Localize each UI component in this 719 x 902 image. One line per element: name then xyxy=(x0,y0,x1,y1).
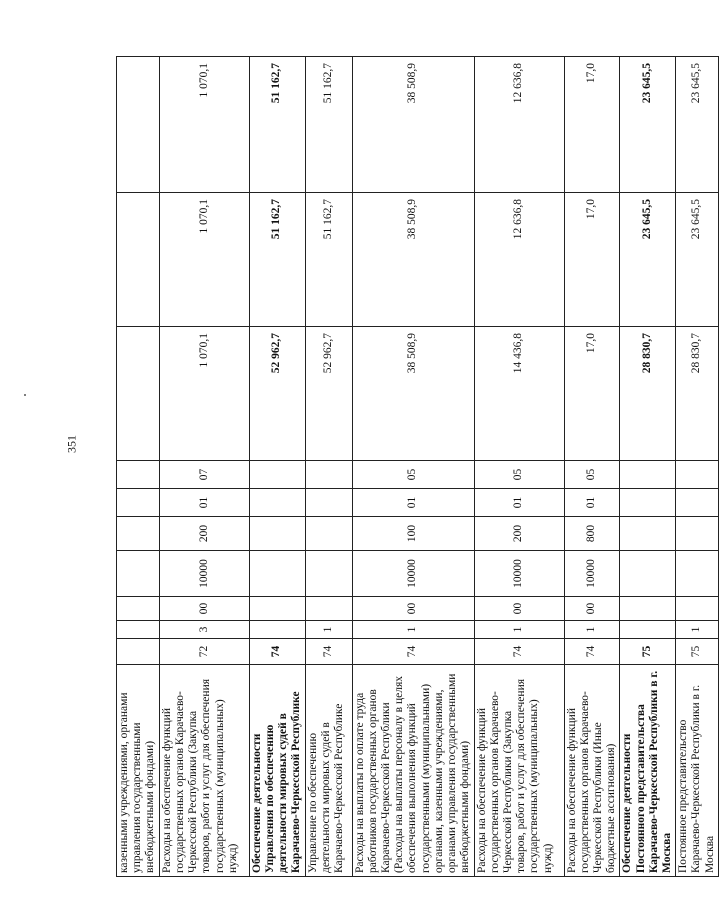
code-cell: 75 xyxy=(620,639,676,665)
code-cell xyxy=(249,489,305,517)
code-cell: 05 xyxy=(352,461,474,489)
code-cell: 74 xyxy=(249,639,305,665)
code-cell: 200 xyxy=(159,517,249,551)
amount-cell: 17,0 xyxy=(564,57,620,193)
amount-cell: 17,0 xyxy=(564,327,620,461)
code-cell xyxy=(117,551,160,597)
code-cell xyxy=(117,517,160,551)
code-cell xyxy=(620,621,676,639)
code-cell: 72 xyxy=(159,639,249,665)
code-cell: 1 xyxy=(474,621,564,639)
amount-cell xyxy=(117,57,160,193)
amount-cell: 23 645,5 xyxy=(620,57,676,193)
amount-cell: 1 070,1 xyxy=(159,57,249,193)
code-cell: 10000 xyxy=(352,551,474,597)
amount-cell: 23 645,5 xyxy=(676,57,719,193)
amount-cell: 14 436,8 xyxy=(474,327,564,461)
code-cell xyxy=(117,639,160,665)
code-cell xyxy=(305,597,352,621)
amount-cell: 38 508,9 xyxy=(352,57,474,193)
amount-cell xyxy=(117,327,160,461)
code-cell xyxy=(117,461,160,489)
row-name-cell: казенными учреждениями, органами управления государственными внебюджетными фондами) xyxy=(117,665,160,877)
table-row xyxy=(305,57,352,877)
table-row xyxy=(676,57,719,877)
amount-cell: 38 508,9 xyxy=(352,193,474,327)
rotated-budget-table xyxy=(116,57,716,877)
row-name-cell: Обеспечение деятельности Постоянного представительства Карачаево-Черкесской Республики в г. Москва xyxy=(620,665,676,877)
code-cell: 800 xyxy=(564,517,620,551)
code-cell: 74 xyxy=(564,639,620,665)
code-cell xyxy=(676,551,719,597)
amount-cell: 17,0 xyxy=(564,193,620,327)
code-cell xyxy=(620,597,676,621)
code-cell: 10000 xyxy=(474,551,564,597)
amount-cell: 23 645,5 xyxy=(676,193,719,327)
code-cell: 01 xyxy=(159,489,249,517)
code-cell: 75 xyxy=(676,639,719,665)
row-name-cell: Расходы на обеспечение функций государственных органов Карачаево-Черкесской Республики (Закупка товаров, работ и услуг для обеспечения государственных (муниципальных) нужд) xyxy=(474,665,564,877)
amount-cell: 51 162,7 xyxy=(249,57,305,193)
row-name-cell: Обеспечение деятельности Управления по обеспечению деятельности мировых судей в Карачаево-Черкесской Республике xyxy=(249,665,305,877)
code-cell xyxy=(620,517,676,551)
code-cell: 1 xyxy=(564,621,620,639)
amount-cell: 28 830,7 xyxy=(620,327,676,461)
code-cell xyxy=(305,489,352,517)
code-cell: 3 xyxy=(159,621,249,639)
amount-cell: 51 162,7 xyxy=(249,193,305,327)
budget-table xyxy=(116,56,719,877)
code-cell xyxy=(620,489,676,517)
amount-cell xyxy=(117,193,160,327)
code-cell: 10000 xyxy=(159,551,249,597)
code-cell: 1 xyxy=(352,621,474,639)
code-cell xyxy=(305,461,352,489)
code-cell: 00 xyxy=(352,597,474,621)
code-cell: 74 xyxy=(305,639,352,665)
code-cell xyxy=(620,551,676,597)
table-row xyxy=(249,57,305,877)
code-cell xyxy=(676,489,719,517)
code-cell: 07 xyxy=(159,461,249,489)
amount-cell: 51 162,7 xyxy=(305,57,352,193)
code-cell xyxy=(249,621,305,639)
code-cell xyxy=(117,597,160,621)
table-row xyxy=(117,57,160,877)
code-cell xyxy=(117,621,160,639)
amount-cell: 38 508,9 xyxy=(352,327,474,461)
code-cell: 74 xyxy=(352,639,474,665)
code-cell: 74 xyxy=(474,639,564,665)
amount-cell: 1 070,1 xyxy=(159,327,249,461)
code-cell xyxy=(249,597,305,621)
code-cell: 01 xyxy=(564,489,620,517)
code-cell xyxy=(676,517,719,551)
code-cell: 00 xyxy=(159,597,249,621)
table-row xyxy=(620,57,676,877)
table-row xyxy=(564,57,620,877)
code-cell: 05 xyxy=(564,461,620,489)
table-row xyxy=(352,57,474,877)
code-cell xyxy=(305,551,352,597)
amount-cell: 52 962,7 xyxy=(249,327,305,461)
row-name-cell: Постоянное представительство Карачаево-Черкесской Республики в г. Москва xyxy=(676,665,719,877)
amount-cell: 1 070,1 xyxy=(159,193,249,327)
scan-speck xyxy=(24,394,26,396)
code-cell: 100 xyxy=(352,517,474,551)
code-cell xyxy=(305,517,352,551)
code-cell xyxy=(249,551,305,597)
amount-cell: 12 636,8 xyxy=(474,57,564,193)
code-cell: 200 xyxy=(474,517,564,551)
code-cell: 1 xyxy=(676,621,719,639)
row-name-cell: Расходы на обеспечение функций государственных органов Карачаево-Черкесской Республики (Закупка товаров, работ и услуг для обеспечения государственных (муниципальных) нужд) xyxy=(159,665,249,877)
table-row xyxy=(159,57,249,877)
row-name-cell: Управление по обеспечению деятельности мировых судей в Карачаево-Черкесской Республике xyxy=(305,665,352,877)
code-cell: 10000 xyxy=(564,551,620,597)
table-row xyxy=(474,57,564,877)
page-number: 351 xyxy=(64,435,79,453)
amount-cell: 52 962,7 xyxy=(305,327,352,461)
code-cell xyxy=(117,489,160,517)
code-cell: 00 xyxy=(564,597,620,621)
code-cell xyxy=(620,461,676,489)
amount-cell: 23 645,5 xyxy=(620,193,676,327)
amount-cell: 51 162,7 xyxy=(305,193,352,327)
row-name-cell: Расходы на обеспечение функций государственных органов Карачаево-Черкесской Республики (Иные бюджетные ассигнования) xyxy=(564,665,620,877)
code-cell: 05 xyxy=(474,461,564,489)
code-cell xyxy=(249,461,305,489)
code-cell xyxy=(676,461,719,489)
row-name-cell: Расходы на выплаты по оплате труда работников государственных органов Карачаево-Черкесской Республики (Расходы на выплаты персоналу в целях обеспечения выполнения функций государственными (муниципальными) органами, казенными учреждениями, органами управления государственными внебюджетными фондами) xyxy=(352,665,474,877)
code-cell xyxy=(249,517,305,551)
code-cell: 00 xyxy=(474,597,564,621)
code-cell: 01 xyxy=(352,489,474,517)
code-cell xyxy=(676,597,719,621)
code-cell: 01 xyxy=(474,489,564,517)
table-body xyxy=(117,57,719,877)
amount-cell: 28 830,7 xyxy=(676,327,719,461)
code-cell: 1 xyxy=(305,621,352,639)
amount-cell: 12 636,8 xyxy=(474,193,564,327)
